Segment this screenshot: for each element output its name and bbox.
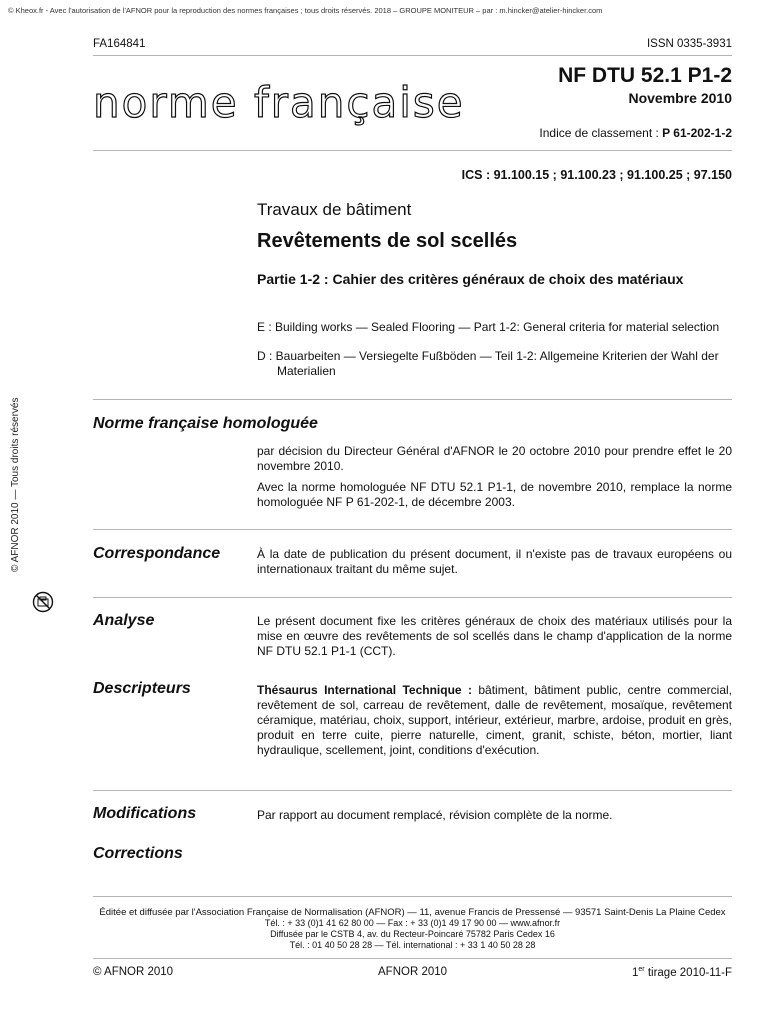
page-title: norme française [93, 78, 465, 127]
divider [93, 958, 732, 959]
side-copyright: © AFNOR 2010 — Tous droits réservés [10, 397, 21, 572]
document-code: FA164841 [93, 38, 146, 50]
section-title-descripteurs: Descripteurs [93, 680, 191, 697]
indice-label: Indice de classement : [539, 126, 659, 140]
divider [93, 150, 732, 151]
issn: ISSN 0335-3931 [646, 38, 732, 50]
indice-value: P 61-202-1-2 [662, 126, 732, 140]
section-title-modifications: Modifications [93, 805, 197, 822]
divider [93, 896, 732, 897]
section-body-modifications: Par rapport au document remplacé, révision complète de la norme. [257, 808, 613, 822]
thesaurus-label: Thésaurus International Technique : [257, 683, 472, 697]
no-photocopy-icon [32, 591, 54, 613]
classification-index [539, 126, 732, 140]
publication-date: Novembre 2010 [628, 90, 732, 106]
standard-id: NF DTU 52.1 P1-2 [558, 64, 732, 87]
english-title: E : Building works — Sealed Flooring — Part 1-2: General criteria for material selection [257, 320, 720, 334]
divider [93, 790, 732, 791]
section-title-homologuee: Norme française homologuée [93, 415, 318, 432]
german-title: D : Bauarbeiten — Versiegelte Fußböden — Teil 1-2: Allgemeine Kriterien der Wahl der Materialien [257, 349, 719, 378]
section-title-correspondance: Correspondance [93, 545, 221, 562]
section-body-homologuee: par décision du Directeur Général d'AFNOR le 20 octobre 2010 pour prendre effet le 20 novembre 2010. Avec la norme homologuée NF DTU 52.1 P1-1, de novembre 2010, remplace la norme homologuée NF P 61-202-1, de décembre 2003. [257, 444, 732, 509]
section-body-correspondance: À la date de publication du présent document, il n'existe pas de travaux européens ou internationaux traitant du même sujet. [257, 547, 732, 576]
divider [93, 399, 732, 400]
divider [93, 529, 732, 530]
divider [93, 55, 732, 56]
main-title: Revêtements de sol scellés [257, 230, 518, 252]
category-title: Travaux de bâtiment [257, 200, 412, 219]
publisher-info: Éditée et diffusée par l'Association Française de Normalisation (AFNOR) — 11, avenue Francis de Pressensé — 93571 Saint-Denis La Plaine Cedex Tél. : + 33 (0)1 41 62 80 00 — Fax : + 33 (0)1 49 17 90 00 — www.afnor.fr Diffusée par le CSTB 4, av. du Recteur-Poincaré 75782 Paris Cedex 16 Tél. : 01 40 50 28 28 — Tél. international : + 33 1 40 50 28 28 [99, 907, 726, 950]
section-body-descripteurs [257, 683, 732, 764]
ics-codes: ICS : 91.100.15 ; 91.100.23 ; 91.100.25 ; 97.150 [461, 168, 732, 182]
section-title-corrections: Corrections [93, 845, 183, 862]
part-title: Partie 1-2 : Cahier des critères généraux de choix des matériaux [257, 271, 684, 287]
footer-center: AFNOR 2010 [378, 966, 448, 978]
footer-copyright: © AFNOR 2010 [93, 966, 174, 978]
descriptor-list: bâtiment, bâtiment public, centre commercial, revêtement de sol, carreau de revêtement, dalle de revêtement, mosaïque, revêtement céramique, matériau, choix, support, intérieur, extérieur, marbre, ardoise, produit en grès, produit en terre cuite, pierre naturelle, ciment, granit, schiste, béton, mortier, liant hydraulique, scellement, joint, conditions d'exécution. [257, 683, 732, 757]
copyright-watermark: © Kheox.fr - Avec l'autorisation de l'AFNOR pour la reproduction des normes françaises ; tous droits réservés. 2018 – GROUPE MONITEUR – par : m.hincker@atelier-hincker.com [8, 6, 603, 15]
divider [93, 597, 732, 598]
print-run: 1er tirage 2010-11-F [631, 966, 732, 979]
section-body-analyse: Le présent document fixe les critères généraux de choix des matériaux utilisés pour la mise en œuvre des revêtements de sol scellés dans le champ d'application de la norme NF DTU 52.1 P1-1 (CCT). [257, 614, 732, 658]
section-title-analyse: Analyse [93, 612, 155, 629]
